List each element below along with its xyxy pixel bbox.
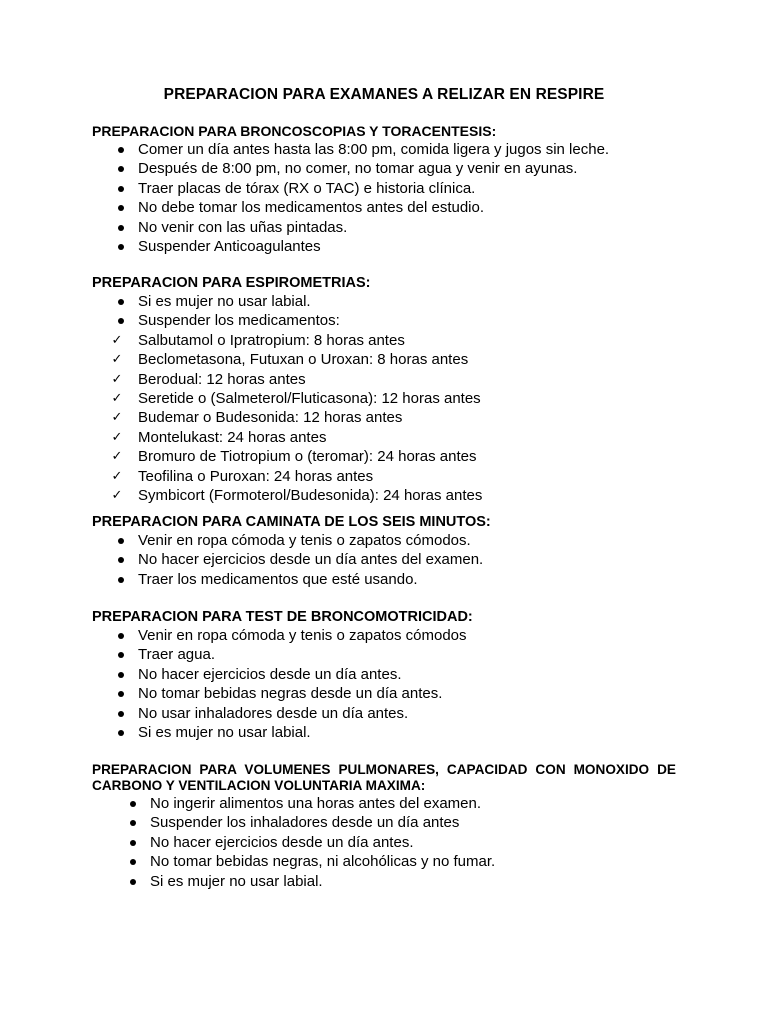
section-heading: PREPARACION PARA CAMINATA DE LOS SEIS MINUTOS: [92, 514, 491, 530]
list-item-text: Venir en ropa cómoda y tenis o zapatos cómodos. [138, 532, 471, 549]
section-heading: PREPARACION PARA ESPIROMETRIAS: [92, 275, 371, 291]
section-list [92, 140, 676, 256]
list-item-text: Traer los medicamentos que esté usando. [138, 570, 418, 588]
list-item [92, 684, 676, 703]
list-item [92, 389, 676, 408]
list-item-text: Traer placas de tórax (RX o TAC) e historia clínica. [138, 179, 476, 197]
list-item-text: Comer un día antes hasta las 8:00 pm, comida ligera y jugos sin leche. [138, 141, 610, 158]
list-item [92, 550, 676, 569]
list-item [92, 486, 676, 505]
checkmark-icon: ✓ [111, 391, 123, 407]
list-item [92, 645, 676, 664]
section-broncoscopias [92, 122, 676, 256]
list-item-text: No hacer ejercicios desde un día antes. [138, 665, 402, 683]
list-item-text: Bromuro de Tiotropium o (teromar): 24 horas antes [138, 448, 477, 466]
checkmark-icon: ✓ [111, 352, 123, 368]
list-item [92, 872, 676, 891]
list-item-text: No usar inhaladores desde un día antes. [138, 704, 409, 722]
list-item [92, 370, 676, 389]
section-broncomotricidad [92, 608, 676, 742]
checkmark-icon: ✓ [111, 449, 123, 465]
list-item-text: Después de 8:00 pm, no comer, no tomar agua y venir en ayunas. [138, 160, 578, 178]
list-item-text: No debe tomar los medicamentos antes del estudio. [138, 199, 485, 217]
list-item [92, 311, 676, 330]
section-espirometrias [92, 274, 676, 505]
list-item [92, 140, 676, 159]
list-item [92, 723, 676, 742]
section-heading: PREPARACION PARA TEST DE BRONCOMOTRICIDAD: [92, 609, 473, 625]
section-list [92, 794, 676, 891]
list-item-text: Berodual: 12 horas antes [138, 370, 306, 388]
list-item [92, 852, 676, 871]
list-item-text: Si es mujer no usar labial. [138, 724, 311, 742]
list-item-text: Si es mujer no usar labial. [150, 872, 323, 890]
section-heading: PREPARACION PARA BRONCOSCOPIAS Y TORACENTESIS: [92, 123, 497, 139]
list-item [92, 813, 676, 832]
list-item-text: Beclometasona, Futuxan o Uroxan: 8 horas antes [138, 351, 469, 369]
list-item-text: Teofilina o Puroxan: 24 horas antes [138, 467, 374, 485]
section-list [92, 292, 676, 505]
section-list [92, 626, 676, 742]
list-item [92, 794, 676, 813]
list-item-text: No venir con las uñas pintadas. [138, 218, 348, 236]
list-item-text: Suspender los inhaladores desde un día antes [150, 814, 460, 832]
section-caminata [92, 513, 676, 589]
list-item [92, 704, 676, 723]
list-item-text: Suspender Anticoagulantes [138, 238, 321, 256]
list-item-text: Venir en ropa cómoda y tenis o zapatos cómodos [138, 627, 467, 644]
list-item-text: No tomar bebidas negras, ni alcohólicas y no fumar. [150, 853, 496, 871]
checkmark-icon: ✓ [111, 488, 123, 504]
list-item-text: Seretide o (Salmeterol/Fluticasona): 12 horas antes [138, 390, 481, 408]
checkmark-icon: ✓ [111, 410, 123, 426]
list-item [92, 331, 676, 350]
list-item [92, 292, 676, 311]
list-item [92, 833, 676, 852]
section-volumenes-pulmonares [92, 762, 676, 891]
checkmark-icon: ✓ [111, 371, 123, 387]
list-item-text: No hacer ejercicios desde un día antes. [150, 833, 414, 851]
section-list [92, 531, 676, 589]
list-item [92, 531, 676, 550]
list-item-text: No ingerir alimentos una horas antes del examen. [150, 795, 482, 812]
document-title: PREPARACION PARA EXAMANES A RELIZAR EN RESPIRE [163, 86, 605, 103]
list-item [92, 467, 676, 486]
section-heading: PREPARACION PARA VOLUMENES PULMONARES, CAPACIDAD CON MONOXIDO DE CARBONO Y VENTILACION VOLUNTARIA MAXIMA: [92, 762, 676, 793]
checkmark-icon: ✓ [111, 429, 123, 445]
list-item [92, 447, 676, 466]
list-item [92, 350, 676, 369]
list-item [92, 179, 676, 198]
list-item [92, 428, 676, 447]
checkmark-icon: ✓ [111, 332, 123, 348]
list-item [92, 665, 676, 684]
list-item-text: Budemar o Budesonida: 12 horas antes [138, 409, 403, 427]
list-item-text: No hacer ejercicios desde un día antes del examen. [138, 551, 484, 569]
list-item [92, 159, 676, 178]
list-item-text: Suspender los medicamentos: [138, 312, 340, 330]
list-item-text: Symbicort (Formoterol/Budesonida): 24 horas antes [138, 487, 483, 505]
list-item-text: Montelukast: 24 horas antes [138, 428, 327, 446]
list-item [92, 570, 676, 589]
list-item [92, 198, 676, 217]
list-item [92, 408, 676, 427]
list-item [92, 237, 676, 256]
list-item-text: Traer agua. [138, 646, 215, 664]
list-item-text: No tomar bebidas negras desde un día antes. [138, 685, 443, 703]
list-item-text: Salbutamol o Ipratropium: 8 horas antes [138, 331, 405, 349]
list-item-text: Si es mujer no usar labial. [138, 293, 311, 310]
list-item [92, 218, 676, 237]
list-item [92, 626, 676, 645]
checkmark-icon: ✓ [111, 468, 123, 484]
